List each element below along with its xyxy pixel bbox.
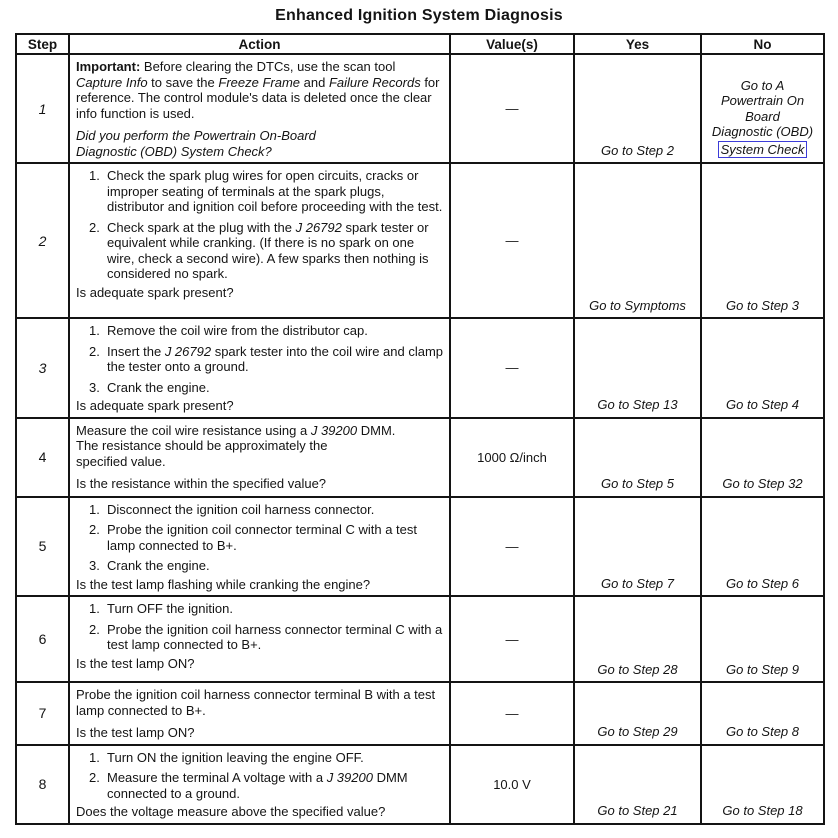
action-question: Is adequate spark present? [76, 398, 234, 413]
action-cell [69, 596, 450, 682]
action-cell [69, 497, 450, 597]
header-row [16, 34, 824, 54]
no-cell: Go to Step 6 [701, 497, 824, 597]
table-row [16, 318, 824, 418]
action-question: Does the voltage measure above the specified value? [76, 804, 386, 819]
action-list-item: 3. Crank the engine. [89, 558, 210, 573]
value-cell: 10.0 V [450, 745, 574, 824]
action-cell [69, 163, 450, 318]
table-row [16, 163, 824, 318]
action-question: Is adequate spark present? [76, 284, 234, 300]
action-list-item: 2. Measure the terminal A voltage with a J 39200 DMM connected to a ground. [89, 770, 408, 801]
action-list-item: 2. Probe the ignition coil connector terminal C with a test lamp connected to B+. [89, 522, 417, 553]
col-header-no: No [701, 34, 824, 54]
table-row [16, 54, 824, 163]
action-list-item: 1. Disconnect the ignition coil harness connector. [89, 501, 375, 517]
page-title: Enhanced Ignition System Diagnosis [275, 7, 563, 24]
list-number: 2. [89, 522, 100, 537]
yes-cell: Go to Step 2 [574, 54, 701, 163]
yes-cell: Go to Step 13 [574, 318, 701, 418]
step-cell: 6 [16, 596, 69, 682]
list-number: 1. [89, 749, 100, 765]
col-header-values: Value(s) [450, 34, 574, 54]
list-number: 2. [89, 343, 100, 359]
list-number: 2. [89, 621, 100, 637]
value-cell: — [450, 682, 574, 745]
list-number: 1. [89, 323, 100, 338]
action-list-item: 2. Insert the J 26792 spark tester into the coil wire and clamp the tester onto a ground. [89, 343, 444, 374]
action-question: Did you perform the Powertrain On-Board Diagnostic (OBD) System Check? [76, 128, 316, 159]
yes-cell: Go to Step 5 [574, 418, 701, 497]
step-cell: 4 [16, 418, 69, 497]
value-cell: — [450, 163, 574, 318]
action-question: Is the test lamp ON? [76, 655, 195, 671]
col-header-step: Step [16, 34, 69, 54]
value-cell: — [450, 596, 574, 682]
step-cell: 2 [16, 163, 69, 318]
step-cell: 3 [16, 318, 69, 418]
list-number: 1. [89, 501, 100, 517]
action-list-item: 1. Turn OFF the ignition. [89, 601, 233, 616]
system-check-link[interactable]: System Check [718, 141, 808, 159]
yes-cell: Go to Step 21 [574, 745, 701, 824]
action-cell [69, 745, 450, 824]
action-list-item: 1. Check the spark plug wires for open circuits, cracks or improper seating of terminals at the spark plugs, distributor and ignition coil before proceeding with the test. [89, 168, 443, 214]
action-text: Measure the coil wire resistance using a J 39200 DMM. The resistance should be approximately the specified value. [76, 422, 396, 469]
action-cell [69, 682, 450, 745]
diagnosis-table [15, 33, 825, 825]
yes-cell: Go to Step 29 [574, 682, 701, 745]
action-text: Probe the ignition coil harness connector terminal B with a test lamp connected to B+. [76, 687, 436, 718]
action-list-item: 1. Remove the coil wire from the distributor cap. [89, 323, 368, 338]
action-important: Important: Before clearing the DTCs, use the scan tool Capture Info to save the Freeze Frame and Failure Records for reference. The control module's data is deleted once the clear info function is used. [76, 59, 440, 121]
col-header-action: Action [69, 34, 450, 54]
action-cell [69, 318, 450, 418]
value-cell: — [450, 497, 574, 597]
no-cell: Go to Step 18 [701, 745, 824, 824]
action-cell [69, 418, 450, 497]
no-cell: Go to A Powertrain On Board Diagnostic (OBD) System Check [701, 54, 824, 163]
list-number: 1. [89, 601, 100, 616]
action-list-item: 3. Crank the engine. [89, 379, 210, 395]
value-cell: 1000 Ω/inch [450, 418, 574, 497]
no-cell: Go to Step 3 [701, 163, 824, 318]
step-cell: 5 [16, 497, 69, 597]
value-cell: — [450, 318, 574, 418]
col-header-yes: Yes [574, 34, 701, 54]
action-list-item: 1. Turn ON the ignition leaving the engine OFF. [89, 749, 364, 765]
no-cell: Go to Step 4 [701, 318, 824, 418]
list-number: 1. [89, 168, 100, 183]
action-list-item: 2. Probe the ignition coil harness connector terminal C with a test lamp connected to B+. [89, 621, 443, 652]
action-cell [69, 54, 450, 163]
action-question: Is the test lamp flashing while cranking the engine? [76, 576, 371, 592]
table-body [16, 54, 824, 824]
list-number: 3. [89, 379, 100, 395]
step-cell: 7 [16, 682, 69, 745]
yes-cell: Go to Symptoms [574, 163, 701, 318]
list-number: 2. [89, 219, 100, 235]
list-number: 3. [89, 558, 100, 573]
action-question: Is the resistance within the specified value? [76, 476, 327, 491]
table-row [16, 596, 824, 682]
list-number: 2. [89, 770, 100, 785]
action-list-item: 2. Check spark at the plug with the J 26792 spark tester or equivalent while cranking. (If there is no spark on one wire, check a second wire). A few sparks then nothing is considered no spark. [89, 219, 429, 281]
value-cell: — [450, 54, 574, 163]
step-cell: 1 [16, 54, 69, 163]
no-cell: Go to Step 32 [701, 418, 824, 497]
yes-cell: Go to Step 7 [574, 497, 701, 597]
step-cell: 8 [16, 745, 69, 824]
no-cell: Go to Step 9 [701, 596, 824, 682]
no-cell: Go to Step 8 [701, 682, 824, 745]
table-row [16, 745, 824, 824]
table-row [16, 497, 824, 597]
table-row [16, 682, 824, 745]
yes-cell: Go to Step 28 [574, 596, 701, 682]
action-question: Is the test lamp ON? [76, 725, 195, 740]
table-row [16, 418, 824, 497]
